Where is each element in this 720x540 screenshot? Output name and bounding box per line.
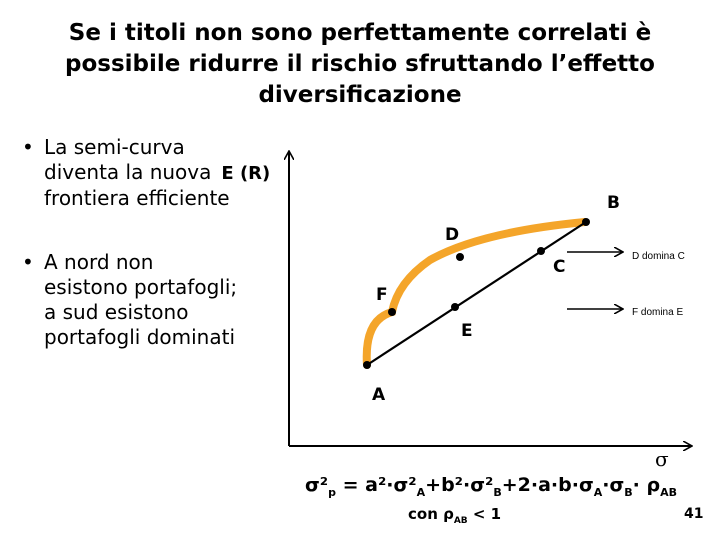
bullet-dot: • bbox=[22, 135, 34, 159]
formula-sub: AB bbox=[660, 485, 678, 499]
bullet-line: La semi-curva bbox=[44, 135, 185, 159]
bullet-line: portafogli dominati bbox=[44, 325, 235, 349]
title-line-2: possibile ridurre il rischio sfruttando l’effetto bbox=[65, 51, 655, 77]
formula-part: · ρ bbox=[632, 474, 661, 496]
condition-sub: AB bbox=[453, 516, 468, 526]
point-c-marker bbox=[537, 247, 545, 255]
formula-sub: B bbox=[493, 485, 502, 499]
formula-sub: A bbox=[593, 485, 603, 499]
er-axis-label: E (R) bbox=[221, 163, 271, 184]
point-d-marker bbox=[456, 253, 464, 261]
formula-part: σ² bbox=[305, 474, 329, 496]
portfolio-variance-formula bbox=[305, 474, 677, 499]
title-line-1: Se i titoli non sono perfettamente correlati è bbox=[68, 20, 652, 46]
page-number: 41 bbox=[684, 506, 704, 522]
point-b-label: B bbox=[607, 193, 620, 213]
bullet-line-text: diventa la nuova bbox=[44, 160, 212, 184]
formula-part: +b²·σ² bbox=[425, 474, 494, 496]
title-line-3: diversificazione bbox=[258, 82, 462, 108]
bullet-dot: • bbox=[22, 250, 34, 274]
point-e-marker bbox=[451, 303, 459, 311]
condition-prefix: con ρ bbox=[408, 505, 454, 523]
bullet-line: esistono portafogli; bbox=[44, 275, 238, 299]
point-e-label: E bbox=[461, 321, 473, 341]
formula-part: ·σ bbox=[602, 474, 625, 496]
annotation-f-domina-e: F domina E bbox=[632, 307, 684, 318]
point-f-marker bbox=[388, 308, 396, 316]
point-b-marker bbox=[582, 218, 590, 226]
x-axis-label: σ bbox=[655, 447, 669, 471]
point-a-marker bbox=[363, 361, 371, 369]
condition-suffix: < 1 bbox=[467, 505, 502, 523]
formula-part: = a²·σ² bbox=[336, 474, 417, 496]
correlation-condition bbox=[408, 505, 501, 526]
annotation-d-domina-c: D domina C bbox=[632, 251, 685, 262]
formula-part: +2·a·b·σ bbox=[501, 474, 594, 496]
point-d-label: D bbox=[445, 225, 460, 245]
point-f-label: F bbox=[376, 285, 388, 305]
point-a-label: A bbox=[372, 385, 386, 405]
bullet-line: frontiera efficiente bbox=[44, 186, 230, 210]
bullet-line: a sud esistono bbox=[44, 300, 189, 324]
formula-sub: B bbox=[624, 485, 633, 499]
formula-sub: A bbox=[416, 485, 426, 499]
point-c-label: C bbox=[553, 257, 566, 277]
formula-sub: p bbox=[328, 485, 336, 499]
bullet-line: A nord non bbox=[44, 250, 154, 274]
